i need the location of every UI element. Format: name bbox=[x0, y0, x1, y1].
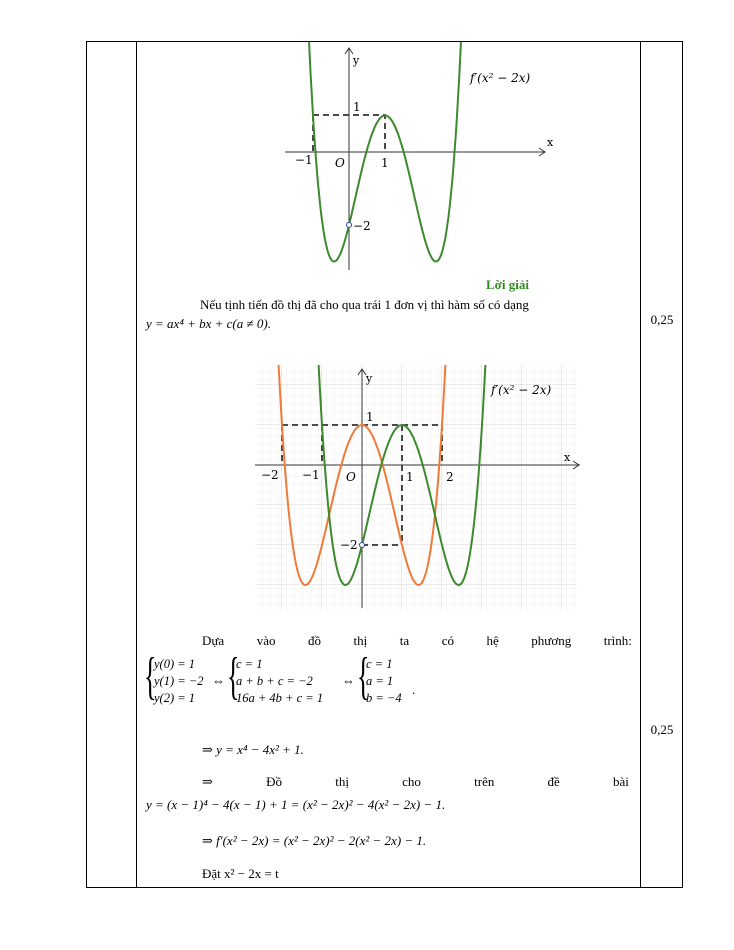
word: trình: bbox=[603, 633, 632, 648]
tick-label: −2 bbox=[340, 538, 358, 552]
origin-label: O bbox=[346, 470, 356, 484]
word: đề bbox=[547, 774, 560, 789]
word: có bbox=[441, 633, 454, 648]
word: phương bbox=[531, 633, 572, 648]
paragraph-line bbox=[202, 774, 629, 790]
word: trên bbox=[474, 774, 495, 789]
formula: ⇒ y = x⁴ − 4x² + 1. bbox=[202, 742, 304, 757]
score-cell: 0,25 bbox=[650, 312, 674, 327]
word: đồ bbox=[308, 633, 322, 648]
formula: ⇒ f′(x² − 2x) = (x² − 2x)² − 2(x² − 2x) − 1. bbox=[202, 833, 427, 848]
equation: c = 1 bbox=[366, 657, 393, 671]
equation: c = 1 bbox=[236, 657, 263, 671]
graph-original bbox=[265, 42, 585, 272]
word: bài bbox=[613, 774, 629, 789]
tick-label: −1 bbox=[302, 468, 320, 482]
equation: a = 1 bbox=[366, 674, 394, 688]
x-axis-label: x bbox=[547, 136, 554, 149]
equation: b = −4 bbox=[366, 691, 402, 705]
formula: y = ax⁴ + bx + c(a ≠ 0). bbox=[146, 316, 271, 331]
y-axis-label: y bbox=[366, 372, 373, 385]
graph-legend: f′(x² − 2x) bbox=[491, 383, 552, 397]
equation: 16a + 4b + c = 1 bbox=[236, 691, 324, 705]
tick-label: −1 bbox=[295, 153, 313, 167]
word: ta bbox=[399, 633, 410, 648]
word: hệ bbox=[486, 633, 499, 648]
tick-label: 1 bbox=[381, 156, 389, 170]
paragraph-line: Nếu tịnh tiến đồ thị đã cho qua trái 1 đơn vị thì hàm số có dạng bbox=[200, 297, 529, 312]
equation: y(0) = 1 bbox=[154, 657, 196, 671]
equation: y(1) = −2 bbox=[154, 674, 204, 688]
tick-label: 1 bbox=[406, 470, 414, 484]
word: Dựa bbox=[202, 633, 225, 648]
y-axis-label: y bbox=[353, 54, 360, 67]
score-cell: 0,25 bbox=[650, 722, 674, 737]
word: Đồ bbox=[266, 774, 282, 789]
substitution-line: Đặt x² − 2x = t bbox=[202, 866, 279, 881]
iff-symbol: ⇔ bbox=[342, 673, 355, 688]
origin-label: O bbox=[335, 156, 345, 170]
iff-symbol: ⇔ bbox=[212, 673, 225, 688]
word: cho bbox=[402, 774, 421, 789]
tick-label: −2 bbox=[353, 219, 371, 233]
graph-shifted bbox=[255, 365, 585, 610]
x-axis-label: x bbox=[564, 451, 571, 464]
formula: y = (x − 1)⁴ − 4(x − 1) + 1 = (x² − 2x)² − 4(x² − 2x) − 1. bbox=[146, 797, 446, 812]
tick-label: 1 bbox=[353, 100, 361, 114]
graph-legend: f′(x² − 2x) bbox=[470, 71, 531, 85]
equation: y(2) = 1 bbox=[154, 691, 196, 705]
paragraph-line bbox=[202, 633, 632, 649]
equation: a + b + c = −2 bbox=[236, 674, 313, 688]
column-divider bbox=[640, 42, 641, 887]
tick-label: 2 bbox=[446, 470, 454, 484]
column-divider bbox=[136, 42, 137, 887]
word: thị bbox=[353, 633, 368, 648]
tick-label: 1 bbox=[366, 410, 374, 424]
word: vào bbox=[256, 633, 276, 648]
solution-heading: Lời giải bbox=[486, 277, 529, 292]
tick-label: −2 bbox=[261, 468, 279, 482]
word: thị bbox=[335, 774, 349, 789]
word: ⇒ bbox=[202, 774, 213, 789]
